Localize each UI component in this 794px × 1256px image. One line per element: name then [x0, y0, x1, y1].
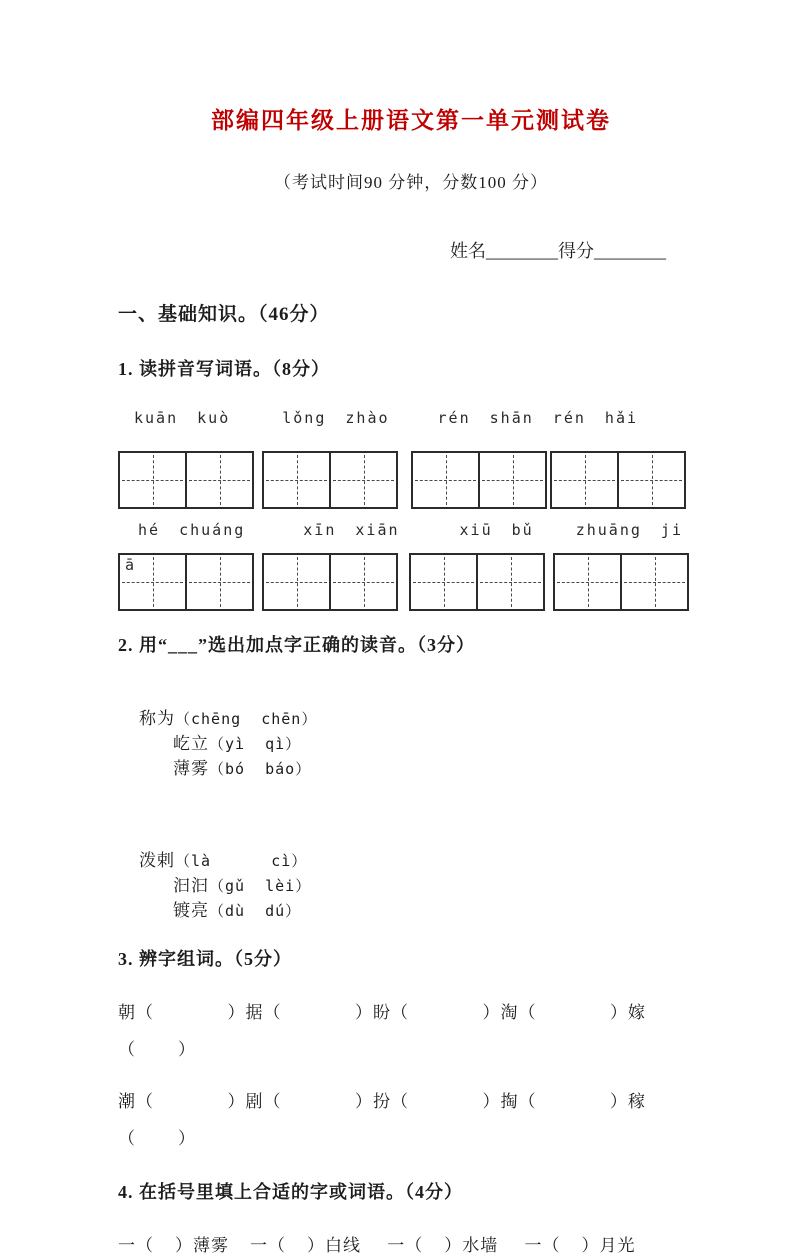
dotted-word: 镀亮	[173, 901, 209, 920]
q3-line-1: 朝（ ）据（ ）盼（ ）淘（ ）嫁	[118, 1003, 646, 1022]
page-title: 部编四年级上册语文第一单元测试卷	[211, 108, 611, 133]
q2-item	[139, 846, 307, 871]
q4-line: 一（ ）薄雾 一（ ）白线 一（ ）水墙 一（ ）月光	[118, 1236, 636, 1255]
writing-cell	[411, 555, 476, 609]
pinyin-row-2	[118, 521, 704, 539]
writing-cell	[413, 453, 478, 507]
grid-group	[409, 553, 545, 611]
q1-heading: 1. 读拼音写词语。（8分）	[118, 359, 330, 379]
writing-cell	[620, 555, 687, 609]
wrapped-pinyin: ā	[125, 556, 135, 574]
exam-info: （考试时间90 分钟，分数100 分）	[274, 173, 548, 192]
q2-item	[173, 729, 301, 754]
grid-group	[262, 553, 398, 611]
q2-options-line-2	[118, 826, 704, 941]
writing-cell	[120, 453, 185, 507]
dotted-word: 薄雾	[173, 759, 209, 778]
pinyin-group: xiū bǔ	[459, 521, 534, 539]
q3-line-4: （ ）	[118, 1129, 196, 1148]
dotted-word: 泼剌	[139, 851, 175, 870]
q2-item	[139, 704, 317, 729]
pinyin-options: （bó báo）	[209, 760, 312, 778]
dotted-word: 屹立	[173, 734, 209, 753]
pinyin-group: lǒng zhào	[282, 409, 390, 427]
pinyin-options: （dù dú）	[209, 902, 302, 920]
dotted-word: 称为	[139, 709, 175, 728]
q2-item	[173, 871, 311, 896]
q2-item	[173, 896, 301, 921]
pinyin-options: （yì qì）	[209, 735, 302, 753]
q3-line-3: 潮（ ）剧（ ）扮（ ）掏（ ）稼	[118, 1092, 646, 1111]
pinyin-group: rén shān rén hǎi	[437, 409, 639, 427]
q2-heading: 2. 用“___”选出加点字正确的读音。（3分）	[118, 635, 475, 655]
writing-grid-row-2	[118, 553, 704, 611]
writing-cell	[120, 555, 185, 609]
grid-group	[553, 553, 689, 611]
pinyin-options: （chēng chēn）	[175, 710, 318, 728]
writing-cell	[329, 555, 396, 609]
pinyin-group: zhuāng ji	[575, 521, 683, 539]
writing-cell	[476, 555, 543, 609]
grid-group	[262, 451, 398, 509]
writing-cell	[185, 453, 252, 507]
writing-cell	[264, 555, 329, 609]
writing-cell	[552, 453, 617, 507]
q2-options-line-1	[118, 684, 704, 799]
q2-item	[173, 754, 311, 779]
pinyin-options: （là cì）	[175, 852, 308, 870]
section1-heading: 一、基础知识。（46分）	[118, 304, 330, 325]
pinyin-group: hé chuáng	[138, 521, 246, 539]
grid-group	[550, 451, 686, 509]
q3-heading: 3. 辨字组词。（5分）	[118, 949, 292, 969]
name-score-line: 姓名________得分________	[450, 241, 666, 261]
writing-cell	[617, 453, 684, 507]
writing-cell	[478, 453, 545, 507]
grid-group	[411, 451, 547, 509]
writing-cell	[264, 453, 329, 507]
q3-line-2: （ ）	[118, 1040, 196, 1059]
pinyin-group: xīn xiān	[303, 521, 400, 539]
writing-cell	[185, 555, 252, 609]
grid-group	[118, 451, 254, 509]
pinyin-group: kuān kuò	[134, 409, 231, 427]
pinyin-options: （gǔ lèi）	[209, 877, 312, 895]
pinyin-row-1	[118, 409, 704, 427]
writing-cell	[555, 555, 620, 609]
q4-heading: 4. 在括号里填上合适的字或词语。（4分）	[118, 1182, 463, 1202]
writing-grid-row-1	[118, 451, 704, 509]
dotted-word: 汩汩	[173, 876, 209, 895]
writing-cell	[329, 453, 396, 507]
grid-group	[118, 553, 254, 611]
